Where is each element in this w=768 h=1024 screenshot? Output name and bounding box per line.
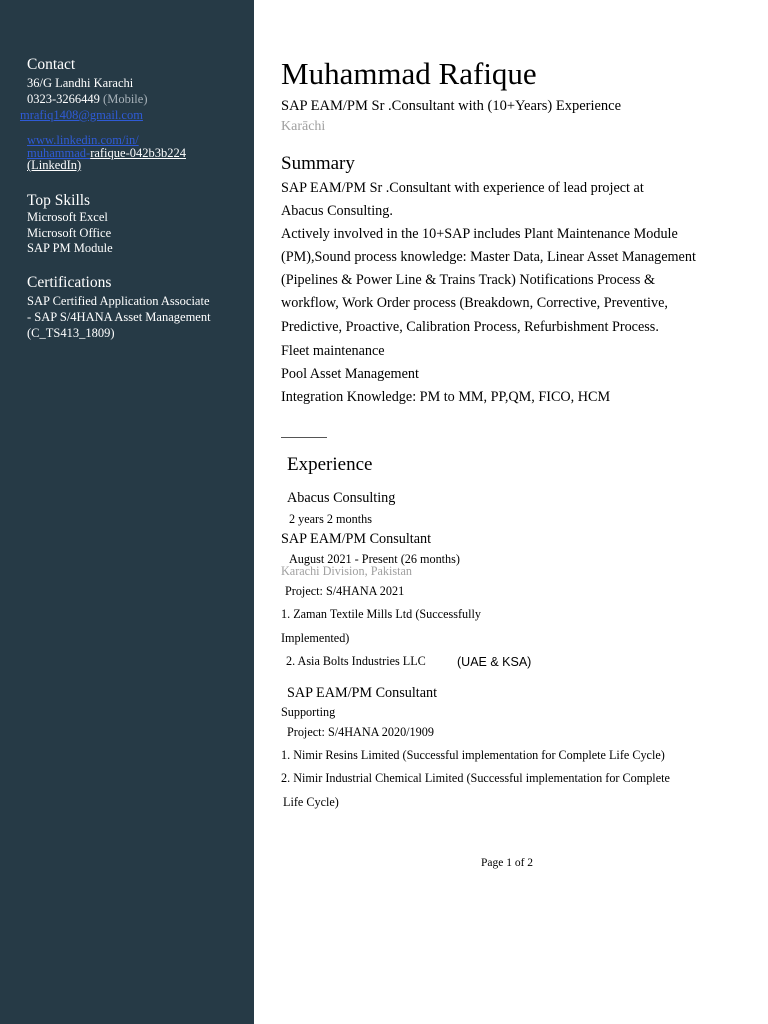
headline: SAP EAM/PM Sr .Consultant with (10+Years) Experience xyxy=(281,98,622,114)
tenure: 2 years 2 months xyxy=(289,512,372,526)
summary-line: Predictive, Proactive, Calibration Process, Refurbishment Process. xyxy=(281,319,659,335)
certification-line: (C_TS413_1809) xyxy=(27,326,115,340)
skill-item: Microsoft Office xyxy=(27,226,112,240)
summary-line: Integration Knowledge: PM to MM, PP,QM, FICO, HCM xyxy=(281,389,611,405)
skill-item: SAP PM Module xyxy=(27,241,113,255)
skills-title: Top Skills xyxy=(27,192,91,209)
experience-title: Experience xyxy=(287,454,373,475)
section-divider xyxy=(281,437,327,438)
linkedin-label[interactable]: (LinkedIn) xyxy=(27,158,82,172)
summary-line: (PM),Sound process knowledge: Master Data, Linear Asset Management xyxy=(281,249,696,265)
summary-line: (Pipelines & Power Line & Trains Track) Notifications Process & xyxy=(281,272,655,288)
project-item-cont: Life Cycle) xyxy=(283,795,339,809)
project-name: Project: S/4HANA 2021 xyxy=(285,584,405,598)
linkedin-url-part2[interactable]: muhammad- xyxy=(27,146,91,160)
project-item: 1. Nimir Resins Limited (Successful implementation for Complete Life Cycle) xyxy=(281,748,665,762)
summary-line: Pool Asset Management xyxy=(281,366,419,382)
project-item-cont: Implemented) xyxy=(281,631,350,645)
role-type: Supporting xyxy=(281,705,336,719)
role-dates: August 2021 - Present (26 months) xyxy=(289,552,460,566)
summary-title: Summary xyxy=(281,153,355,174)
email-link[interactable] xyxy=(20,108,143,123)
linkedin-url-part3[interactable]: rafique-042b3b224 xyxy=(90,146,186,160)
linkedin-link-line3[interactable] xyxy=(27,158,81,173)
location: Karāchi xyxy=(281,119,326,134)
project-item: 2. Nimir Industrial Chemical Limited (Successful implementation for Complete xyxy=(281,771,670,785)
phone-type: (Mobile) xyxy=(103,92,148,106)
summary-line: Abacus Consulting. xyxy=(281,203,393,219)
summary-line: Actively involved in the 10+SAP includes Plant Maintenance Module xyxy=(281,226,678,242)
company-name: Abacus Consulting xyxy=(287,490,396,506)
certification-line: - SAP S/4HANA Asset Management xyxy=(27,310,211,324)
person-name: Muhammad Rafique xyxy=(281,56,537,91)
phone-line xyxy=(27,92,147,107)
project-region-note: (UAE & KSA) xyxy=(457,655,532,669)
role-location: Karachi Division, Pakistan xyxy=(281,564,412,578)
email[interactable]: mrafiq1408@gmail.com xyxy=(20,108,143,122)
skill-item: Microsoft Excel xyxy=(27,210,108,224)
linkedin-url-part1[interactable]: www.linkedin.com/in/ xyxy=(27,133,139,147)
certifications-title: Certifications xyxy=(27,274,112,291)
sidebar xyxy=(0,0,254,1024)
project-item: 1. Zaman Textile Mills Ltd (Successfully xyxy=(281,607,481,621)
role-title: SAP EAM/PM Consultant xyxy=(287,685,438,701)
contact-title: Contact xyxy=(27,56,76,73)
summary-line: Fleet maintenance xyxy=(281,343,385,359)
page-number: Page 1 of 2 xyxy=(481,857,534,869)
project-name: Project: S/4HANA 2020/1909 xyxy=(287,725,434,739)
summary-line: SAP EAM/PM Sr .Consultant with experience of lead project at xyxy=(281,180,644,196)
certification-line: SAP Certified Application Associate xyxy=(27,294,210,308)
phone: 0323-3266449 xyxy=(27,92,100,106)
address: 36/G Landhi Karachi xyxy=(27,76,134,90)
project-item: 2. Asia Bolts Industries LLC xyxy=(286,654,426,668)
role-title: SAP EAM/PM Consultant xyxy=(281,531,432,547)
summary-line: workflow, Work Order process (Breakdown, Corrective, Preventive, xyxy=(281,295,668,311)
